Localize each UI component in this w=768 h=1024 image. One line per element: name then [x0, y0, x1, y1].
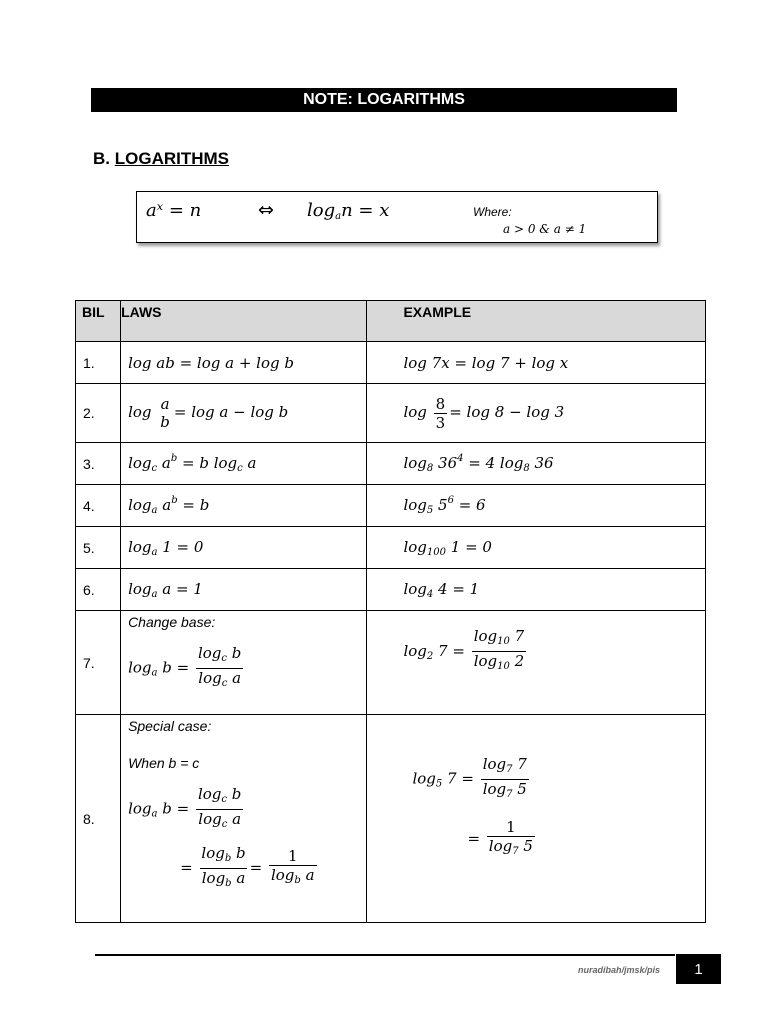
- section-letter: B.: [93, 149, 110, 168]
- law-expression: log a b = log a − log b: [128, 395, 289, 431]
- table-row: [76, 569, 706, 611]
- note-title: NOTE: LOGARITHMS: [303, 91, 465, 108]
- table-row: [76, 443, 706, 485]
- where-label: Where:: [473, 205, 512, 219]
- example-expression-continued: = $\frac{1}{\log_7 5}$: [467, 818, 705, 861]
- law-cell: [121, 485, 367, 527]
- table-header-row: [76, 301, 706, 342]
- example-expression: $\log_5 7$ = $\frac{\log_7 7}{\log_7 5}$: [412, 755, 705, 804]
- logarithm-laws-table: [75, 300, 706, 923]
- example-expression: log 7x = log 7 + log x: [403, 353, 569, 372]
- example-cell: [367, 485, 706, 527]
- law-condition: When b = c: [128, 755, 200, 771]
- table-row: [76, 485, 706, 527]
- example-cell: [367, 342, 706, 384]
- equivalence-arrow: ⇔: [258, 199, 274, 221]
- table-row: [76, 715, 706, 923]
- law-cell: [121, 384, 367, 443]
- row-number: 1.: [76, 342, 121, 384]
- law-cell: [121, 715, 367, 923]
- law-expression: $\log_a a = 1$: [128, 579, 203, 600]
- definition-rhs-base: a: [335, 211, 342, 222]
- definition-rhs-log: log: [307, 200, 336, 221]
- definition-box: [136, 191, 658, 243]
- table-row: [76, 342, 706, 384]
- row-number: 4.: [76, 485, 121, 527]
- law-note: Special case:: [128, 718, 212, 734]
- header-bil: BIL: [76, 301, 121, 342]
- example-cell: [367, 715, 706, 923]
- definition-rhs-rest: n = x: [341, 200, 390, 221]
- header-laws: LAWS: [121, 301, 367, 342]
- section-heading: [93, 149, 229, 169]
- page-number-box: [676, 954, 721, 984]
- example-expression: $\log_5 5^6 = 6$: [403, 495, 486, 516]
- definition-lhs: aˣ = n: [146, 200, 202, 221]
- definition-conditions: a > 0 & a ≠ 1: [503, 222, 587, 236]
- law-cell: [121, 611, 367, 715]
- example-cell: [367, 569, 706, 611]
- row-number: 3.: [76, 443, 121, 485]
- law-cell: [121, 443, 367, 485]
- law-expression: $\log_a b$ = $\frac{\log_c b}{\log_c a}$: [128, 785, 366, 834]
- footer-author: nuradibah/jmsk/pis: [578, 965, 661, 975]
- example-expression: $\log_8 36^4 = 4$ $\log_8 36$: [403, 453, 554, 474]
- row-number: 6.: [76, 569, 121, 611]
- law-expression: $\log_a a^b = b$: [128, 495, 210, 516]
- law-note: Change base:: [128, 614, 216, 630]
- table-row: [76, 611, 706, 715]
- example-cell: [367, 611, 706, 715]
- example-cell: [367, 443, 706, 485]
- section-name: LOGARITHMS: [114, 149, 230, 168]
- example-expression: $\log_{100} 1 = 0$: [403, 537, 492, 558]
- law-expression-continued: = $\frac{\log_b b}{\log_b a}$ = $\frac{1}{\log_b a}$: [180, 844, 366, 893]
- law-cell: [121, 527, 367, 569]
- row-number: 5.: [76, 527, 121, 569]
- row-number: 2.: [76, 384, 121, 443]
- law-cell: [121, 342, 367, 384]
- law-expression: $\log_a b$ = $\frac{\log_c b}{\log_c a}$: [128, 644, 366, 693]
- note-title-bar: [91, 88, 677, 112]
- example-cell: [367, 527, 706, 569]
- table-row: [76, 527, 706, 569]
- example-expression: $\log_4 4 = 1$: [403, 579, 480, 600]
- definition-rhs: [307, 200, 389, 222]
- example-cell: [367, 384, 706, 443]
- row-number: 7.: [76, 611, 121, 715]
- footer-divider: [95, 954, 675, 956]
- example-expression: $\log_2 7$ = $\frac{\log_{10} 7}{\log_{10} 2}$: [403, 642, 528, 660]
- example-expression: log $\frac{8}{3}$ = log 8 − log 3: [403, 394, 565, 432]
- law-expression: $\log_c a^b = b$ $\log_c a$: [128, 453, 257, 474]
- law-expression: $\log_a 1 = 0$: [128, 537, 204, 558]
- header-example: EXAMPLE: [367, 301, 706, 342]
- table-row: [76, 384, 706, 443]
- law-cell: [121, 569, 367, 611]
- row-number: 8.: [76, 715, 121, 923]
- law-expression: log ab = log a + log b: [128, 353, 294, 372]
- page-number: 1: [694, 960, 703, 978]
